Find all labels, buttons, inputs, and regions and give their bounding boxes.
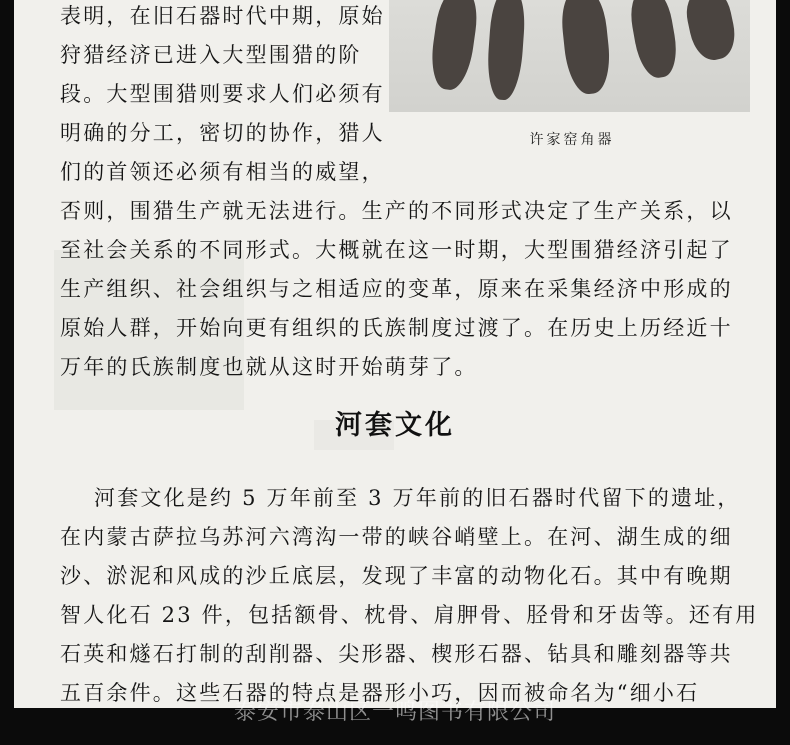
text-line: 表明，在旧石器时代中期，原始 [60,4,385,28]
book-page [14,0,776,708]
antler-tool [559,0,614,96]
text-line: 原始人群，开始向更有组织的氏族制度过渡了。在历史上历经近十 [60,316,733,340]
text-line: 段。大型围猎则要求人们必须有 [60,82,385,106]
text-line: 智人化石 23 件，包括额骨、枕骨、肩胛骨、胫骨和牙齿等。还有用 [60,603,759,627]
text-line: 河套文化是约 5 万年前至 3 万年前的旧石器时代留下的遗址， [94,486,741,510]
antler-tool [627,0,682,81]
text-line: 生产组织、社会组织与之相适应的变革，原来在采集经济中形成的 [60,277,733,301]
text-line: 五百余件。这些石器的特点是器形小巧，因而被命名为“细小石 [60,681,700,705]
photo-caption: 许家窑角器 [529,132,615,148]
antler-tools-photo [389,0,750,112]
text-line: 明确的分工，密切的协作，猎人 [60,121,385,145]
antler-tool [427,0,481,92]
text-line: 沙、淤泥和风成的沙丘底层，发现了丰富的动物化石。其中有晚期 [60,564,733,588]
section-heading: 河套文化 [335,410,455,441]
text-line: 万年的氏族制度也就从这时开始萌芽了。 [60,355,478,379]
text-line: 在内蒙古萨拉乌苏河六湾沟一带的峡谷峭壁上。在河、湖生成的细 [60,525,733,549]
text-line: 否则，围猎生产就无法进行。生产的不同形式决定了生产关系，以 [60,199,733,223]
text-line: 至社会关系的不同形式。大概就在这一时期，大型围猎经济引起了 [60,238,733,262]
text-line: 石英和燧石打制的刮削器、尖形器、楔形石器、钻具和雕刻器等共 [60,642,733,666]
text-line: 狩猎经济已进入大型围猎的阶 [60,43,362,67]
antler-tool [682,0,740,64]
seller-watermark: 泰安市泰山区一鸣图书有限公司 [233,700,556,725]
antler-tool [485,0,527,101]
text-line: 们的首领还必须有相当的威望， [60,160,385,184]
